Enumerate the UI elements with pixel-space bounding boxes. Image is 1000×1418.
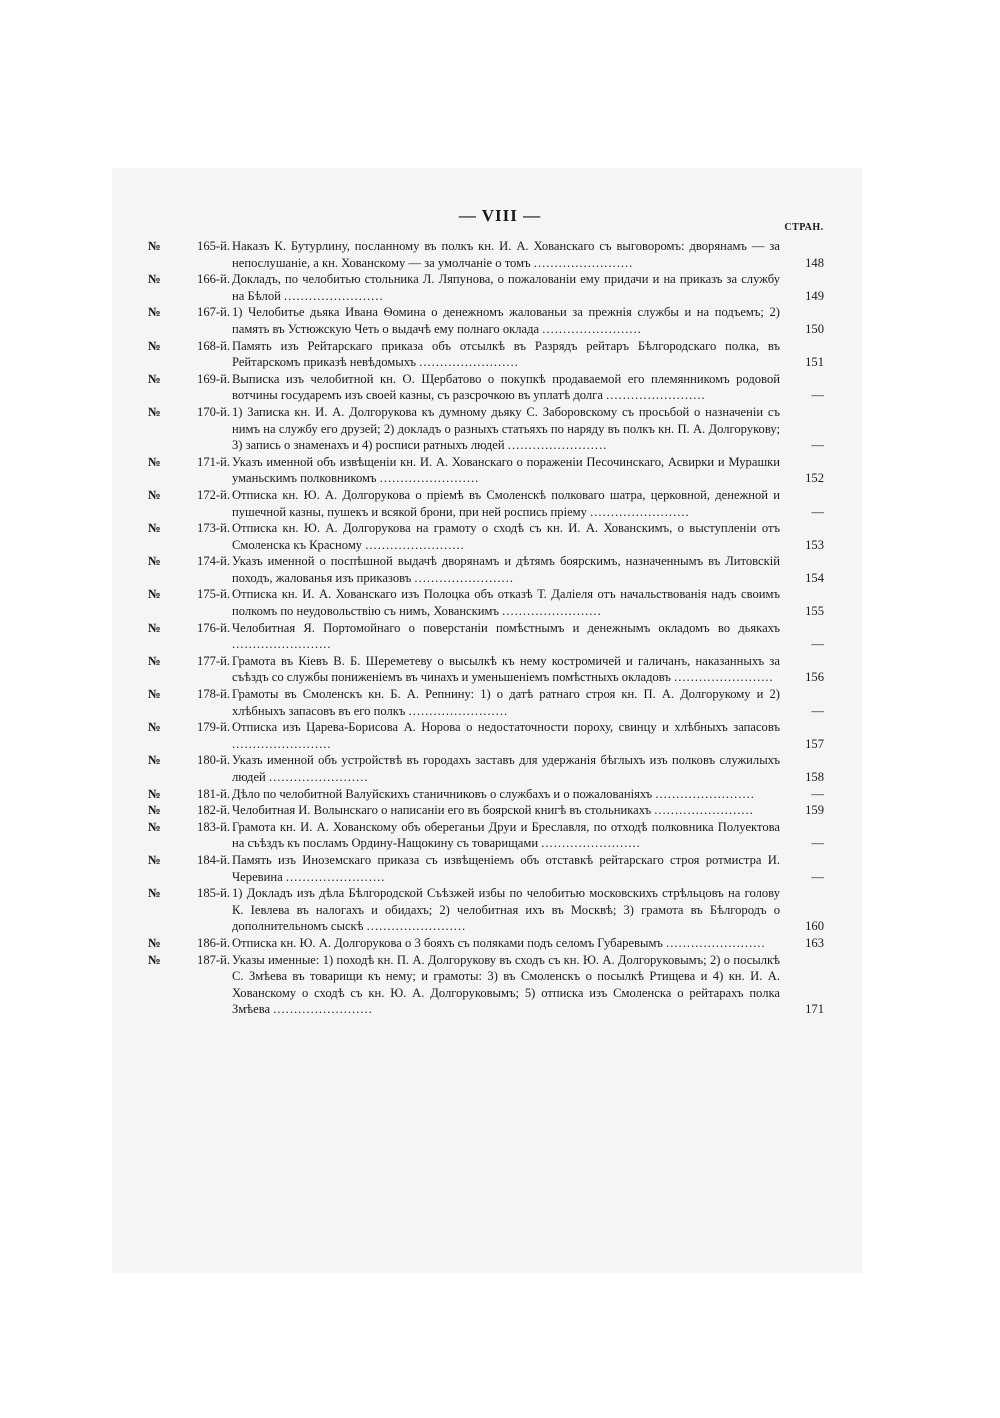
toc-entry	[148, 404, 824, 454]
toc-entry	[148, 786, 824, 803]
toc-entry	[148, 304, 824, 337]
entry-title: Челобитная И. Волынскаго о написаніи его въ боярской книгѣ въ стольникахъ ........................	[232, 803, 754, 818]
leader-dots: ........................	[541, 836, 641, 851]
entry-number: 177-й.	[197, 653, 230, 668]
entry-number: 187-й.	[197, 952, 230, 967]
entry-title: Грамоты въ Смоленскъ кн. Б. А. Репнину: 1) о датѣ ратнаго строя кн. П. А. Долгорукому и 2) хлѣбныхъ запасовъ въ его полкъ ........................	[232, 687, 780, 718]
toc-entry	[148, 653, 824, 686]
entry-title: Отписка кн. Ю. А. Долгорукова о пріемѣ въ Смоленскѣ полковаго шатра, церковной, денежной и пушечной казны, пушекъ и всякой брони, при ней роспись пріему ........................	[232, 487, 780, 519]
toc-entry	[148, 454, 824, 487]
entry-title: 1) Докладъ изъ дѣла Бѣлгородской Съѣзжей избы по челобитью московскихъ стрѣльцовъ на голову К. Іевлева въ налогахъ и обидахъ; 2) челобитная ихъ въ Москвѣ; 3) грамота въ Бѣлгородъ о дополнительномъ сыскѣ ........................	[232, 886, 780, 934]
leader-dots: ........................	[590, 504, 690, 519]
entry-number-sign: №	[148, 371, 161, 386]
toc-entry	[148, 935, 824, 952]
entry-number-sign: №	[148, 653, 161, 668]
toc-entry	[148, 553, 824, 586]
toc-entry	[148, 686, 824, 719]
entry-title: Отписка кн. И. А. Хованскаго изъ Полоцка объ отказѣ Т. Даліеля отъ начальствованія надъ своимъ полкомъ по неудовольствію съ нимъ, Хованскимъ ........................	[232, 587, 780, 619]
leader-dots: ........................	[666, 935, 766, 950]
entry-page-number: 163	[805, 935, 824, 950]
entry-title: Указъ именной объ извѣщеніи кн. И. А. Хованскаго о пораженіи Песочинскаго, Асвирки и Мурашки уманьскимъ полковникомъ ........................	[232, 454, 780, 486]
toc-entry	[148, 586, 824, 619]
leader-dots: ........................	[502, 604, 602, 619]
toc-entry	[148, 520, 824, 553]
leader-dots: ........................	[232, 736, 332, 751]
entry-number: 186-й.	[197, 935, 230, 950]
entry-title: Докладъ, по челобитью стольника Л. Ляпунова, о пожалованіи ему придачи и на приказъ за службу на Бѣлой ........................	[232, 272, 780, 303]
entry-number: 172-й.	[197, 487, 230, 502]
entry-number-sign: №	[148, 239, 161, 253]
entry-title: Память изъ Иноземскаго приказа съ извѣщеніемъ объ отставкѣ рейтарскаго строя ротмистра И. Черевина ........................	[232, 852, 780, 884]
entry-page-number: 148	[805, 255, 824, 270]
page-column-label: СТРАН.	[784, 222, 824, 233]
table-of-contents	[148, 238, 824, 1018]
entry-page-number: 150	[805, 321, 824, 336]
toc-entry	[148, 487, 824, 520]
leader-dots: ........................	[273, 1002, 373, 1017]
entry-number-sign: №	[148, 803, 161, 818]
entry-title: 1) Записка кн. И. А. Долгорукова къ думному дьяку С. Заборовскому съ просьбой о назначеніи съ нимъ на службу его друзей; 2) докладъ о разныхъ статьяхъ по наряду въ полкъ кн. П. А. Долгорукову; 3) запись о знаменахъ и 4) росписи ратныхъ людей ........................	[232, 404, 780, 453]
toc-entry	[148, 338, 824, 371]
entry-title: Отписка кн. Ю. А. Долгорукова о 3 бояхъ съ поляками подъ селомъ Губаревымъ ........................	[232, 935, 766, 950]
entry-title: 1) Челобитье дьяка Ивана Ѳомина о денежномъ жалованьи за прежнія службы и на подъемъ; 2) память въ Устюжскую Четь о выдачѣ ему полнаго оклада ........................	[232, 305, 780, 336]
entry-page-number: 151	[805, 355, 824, 370]
entry-number-sign: №	[148, 753, 161, 768]
entry-page-number: 160	[805, 919, 824, 934]
toc-entry	[148, 952, 824, 1018]
entry-number-sign: №	[148, 272, 161, 287]
entry-title: Отписка изъ Царева-Борисова А. Норова о недостаточности пороху, свинцу и хлѣбныхъ запасовъ ........................	[232, 720, 780, 751]
entry-number: 174-й.	[197, 554, 230, 569]
entry-number-sign: №	[148, 587, 161, 602]
toc-entry	[148, 819, 824, 852]
entry-title: Дѣло по челобитной Валуйскихъ станичниковъ о службахъ и о пожалованіяхъ ........................	[232, 786, 755, 801]
entry-page-number: 153	[805, 537, 824, 552]
entry-page-number: 156	[805, 670, 824, 685]
toc-entry	[148, 371, 824, 404]
leader-dots: ........................	[268, 770, 369, 784]
entry-number: 169-й.	[197, 371, 230, 386]
toc-entry	[148, 752, 824, 785]
entry-page-number: 155	[805, 604, 824, 619]
entry-page-number: —	[811, 438, 824, 453]
entry-number: 168-й.	[197, 338, 230, 353]
toc-entry	[148, 852, 824, 885]
entry-number-sign: №	[148, 454, 161, 469]
entry-number: 181-й.	[197, 786, 230, 801]
page-header-roman-numeral: — VIII —	[458, 206, 542, 225]
leader-dots: ........................	[606, 388, 706, 403]
entry-page-number: 159	[805, 803, 824, 818]
entry-number-sign: №	[148, 935, 161, 950]
leader-dots: ........................	[366, 919, 467, 934]
toc-entry	[148, 238, 824, 271]
entry-number-sign: №	[148, 338, 161, 353]
entry-page-number: 157	[805, 736, 824, 751]
entry-page-number: —	[811, 869, 824, 884]
leader-dots: ........................	[654, 803, 754, 818]
leader-dots: ........................	[379, 471, 480, 486]
toc-entry	[148, 719, 824, 752]
entry-page-number: —	[811, 786, 824, 801]
entry-number-sign: №	[148, 305, 161, 320]
toc-entry	[148, 620, 824, 653]
toc-entry	[148, 802, 824, 819]
leader-dots: ........................	[507, 438, 608, 453]
entry-number-sign: №	[148, 521, 161, 536]
entry-number-sign: №	[148, 786, 161, 801]
entry-title: Указъ именной объ устройствѣ въ городахъ заставъ для удержанія бѣглыхъ изъ полковъ служилыхъ людей ........................	[232, 753, 780, 784]
leader-dots: ........................	[533, 255, 634, 270]
leader-dots: ........................	[419, 355, 519, 370]
entry-page-number: —	[811, 703, 824, 718]
entry-title: Грамота въ Кіевъ В. Б. Шереметеву о высылкѣ къ нему костромичей и галичанъ, наказанныхъ за съѣздъ со службы пониженіемъ въ чинахъ и уменьшеніемъ помѣстныхъ окладовъ ........................	[232, 653, 780, 685]
entry-number-sign: №	[148, 620, 161, 635]
entry-number: 165-й.	[197, 239, 230, 253]
toc-entry	[148, 271, 824, 304]
entry-page-number: —	[811, 836, 824, 851]
entry-title: Указъ именной о поспѣшной выдачѣ дворянамъ и дѣтямъ боярскимъ, назначеннымъ въ Литовскій походъ, жалованья изъ приказовъ ........................	[232, 554, 780, 585]
entry-page-number: 154	[805, 570, 824, 585]
entry-page-number: 158	[805, 770, 824, 784]
entry-number: 170-й.	[197, 404, 230, 419]
entry-number: 173-й.	[197, 521, 230, 536]
entry-number: 184-й.	[197, 852, 230, 867]
entry-title: Выписка изъ челобитной кн. О. Щербатово о покупкѣ продаваемой его племянникомъ родовой вотчины государемъ изъ своей казны, съ разсрочкою въ уплатѣ долга ........................	[232, 371, 780, 403]
entry-page-number: 171	[805, 1002, 824, 1017]
leader-dots: ........................	[232, 637, 332, 652]
entry-number: 183-й.	[197, 819, 230, 834]
entry-number: 166-й.	[197, 272, 230, 287]
entry-number: 171-й.	[197, 454, 230, 469]
entry-title: Отписка кн. Ю. А. Долгорукова на грамоту о сходѣ съ кн. И. А. Хованскимъ, о выступленіи отъ Смоленска къ Красному ........................	[232, 521, 780, 552]
leader-dots: ........................	[674, 670, 774, 685]
entry-title: Память изъ Рейтарскаго приказа объ отсылкѣ въ Разрядъ рейтаръ Бѣлгородскаго полка, въ Рейтарскомъ приказѣ невѣдомыхъ ........................	[232, 338, 780, 370]
entry-page-number: 152	[805, 471, 824, 486]
entry-number: 178-й.	[197, 687, 230, 702]
entry-number-sign: №	[148, 819, 161, 834]
entry-number-sign: №	[148, 852, 161, 867]
entry-number-sign: №	[148, 487, 161, 502]
leader-dots: ........................	[365, 537, 465, 552]
entry-title: Челобитная Я. Портомойнаго о поверстаніи помѣстнымъ и денежнымъ окладомъ во дьякахъ ........................	[232, 620, 780, 652]
entry-number-sign: №	[148, 404, 161, 419]
leader-dots: ........................	[285, 869, 386, 884]
leader-dots: ........................	[414, 570, 514, 585]
entry-number-sign: №	[148, 554, 161, 569]
leader-dots: ........................	[284, 288, 384, 303]
entry-number-sign: №	[148, 952, 161, 967]
entry-page-number: —	[811, 388, 824, 403]
entry-page-number: —	[811, 637, 824, 652]
entry-number-sign: №	[148, 687, 161, 702]
entry-number: 179-й.	[197, 720, 230, 735]
entry-number-sign: №	[148, 886, 161, 901]
leader-dots: ........................	[655, 786, 755, 801]
entry-title: Указы именные: 1) походѣ кн. П. А. Долгорукову въ сходъ съ кн. Ю. А. Долгоруковымъ; 2) о посылкѣ С. Змѣева въ товарищи къ нему; и грамоты: 3) въ Смоленскъ о посылкѣ Ртищева и 4) кн. И. А. Хованскому о сходѣ съ кн. Ю. А. Долгоруковымъ; 5) отписка изъ Смоленска о рейтарахъ полка Змѣева ........................	[232, 952, 780, 1017]
entry-number: 180-й.	[197, 753, 230, 768]
leader-dots: ........................	[542, 321, 642, 336]
entry-title: Наказъ К. Бутурлину, посланному въ полкъ кн. И. А. Хованскаго съ выговоромъ: дворянамъ — за непослушаніе, а кн. Хованскому — за умолчаніе о томъ ........................	[232, 239, 780, 270]
toc-entry	[148, 885, 824, 935]
leader-dots: ........................	[408, 703, 509, 718]
entry-number: 182-й.	[197, 803, 230, 818]
entry-number: 167-й.	[197, 305, 230, 320]
entry-title: Грамота кн. И. А. Хованскому объ обереганьи Друи и Бреславля, по отходѣ полковника Полуектова на съѣздъ къ посламъ Ордину-Нащокину съ товарищами ........................	[232, 819, 780, 851]
entry-number: 175-й.	[197, 587, 230, 602]
entry-number: 185-й.	[197, 886, 230, 901]
entry-number-sign: №	[148, 720, 161, 735]
entry-number: 176-й.	[197, 620, 230, 635]
entry-page-number: 149	[805, 288, 824, 303]
entry-page-number: —	[811, 504, 824, 519]
